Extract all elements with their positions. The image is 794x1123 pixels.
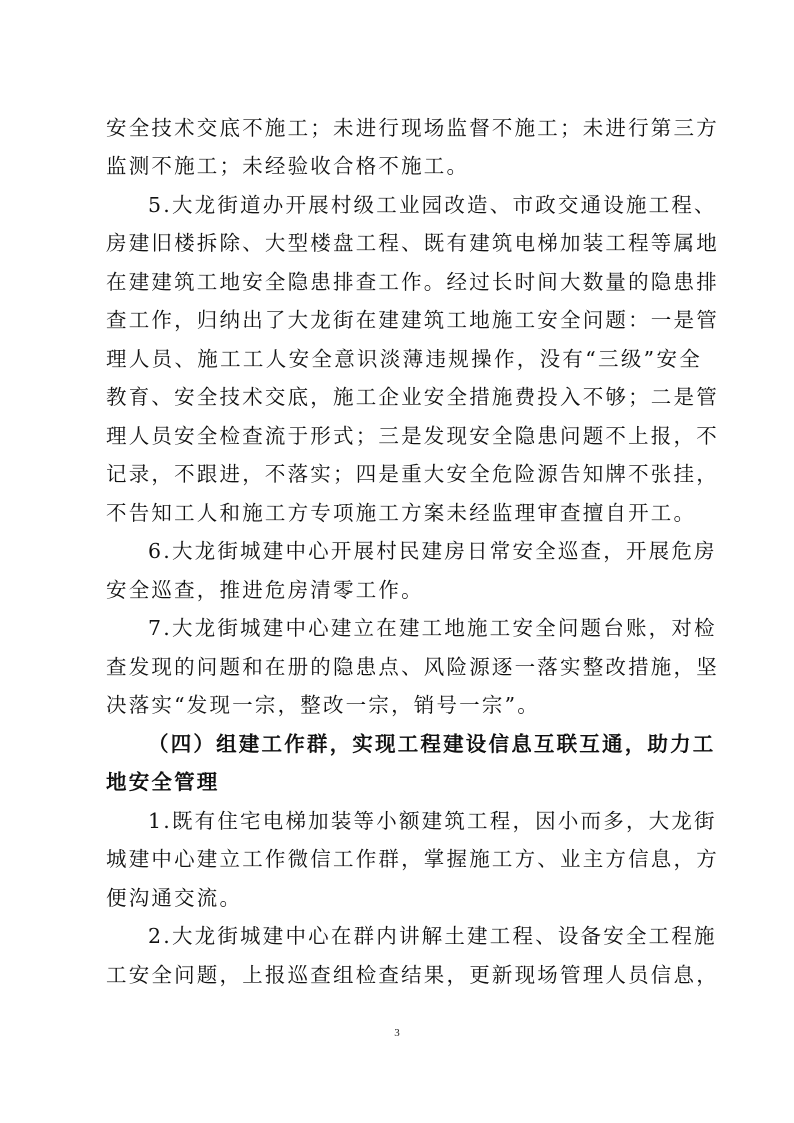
paragraph-line: 监测不施工；未经验收合格不施工。 xyxy=(106,154,470,178)
paragraph-line: 便沟通交流。 xyxy=(106,886,243,910)
paragraph-line: 理人员安全检查流于形式；三是发现安全隐患问题不上报，不 xyxy=(106,424,719,448)
page-number: 3 xyxy=(394,1027,400,1039)
paragraph-line: 在建建筑工地安全隐患排查工作。经过长时间大数量的隐患排 xyxy=(106,270,719,294)
paragraph-line: 记录，不跟进，不落实；四是重大安全危险源告知牌不张挂， xyxy=(106,462,719,486)
paragraph-line: 1.既有住宅电梯加装等小额建筑工程，因小而多，大龙街 xyxy=(148,809,717,833)
paragraph-line: 不告知工人和施工方专项施工方案未经监理审查擅自开工。 xyxy=(106,501,697,525)
paragraph-line: 决落实“发现一宗，整改一宗，销号一宗”。 xyxy=(106,693,540,717)
paragraph-line: 安全技术交底不施工；未进行现场监督不施工；未进行第三方 xyxy=(106,116,719,140)
paragraph-line: 城建中心建立工作微信工作群，掌握施工方、业主方信息，方 xyxy=(106,847,719,871)
paragraph-line: 5.大龙街道办开展村级工业园改造、市政交通设施工程、 xyxy=(148,193,717,217)
paragraph-line: 7.大龙街城建中心建立在建工地施工安全问题台账，对检 xyxy=(148,616,717,640)
paragraph-line: 安全巡查，推进危房清零工作。 xyxy=(106,578,424,602)
paragraph-line: 2.大龙街城建中心在群内讲解土建工程、设备安全工程施 xyxy=(148,924,717,948)
section-heading: 地安全管理 xyxy=(106,770,220,794)
paragraph-line: 6.大龙街城建中心开展村民建房日常安全巡查，开展危房 xyxy=(148,539,717,563)
paragraph-line: 理人员、施工工人安全意识淡薄违规操作，没有“三级”安全 xyxy=(106,347,702,371)
paragraph-line: 工安全问题，上报巡查组检查结果，更新现场管理人员信息， xyxy=(106,963,719,987)
section-heading: （四）组建工作群，实现工程建设信息互联互通，助力工 xyxy=(148,732,716,756)
paragraph-line: 查发现的问题和在册的隐患点、风险源逐一落实整改措施，坚 xyxy=(106,655,719,679)
paragraph-line: 查工作，归纳出了大龙街在建建筑工地施工安全问题：一是管 xyxy=(106,308,719,332)
paragraph-line: 教育、安全技术交底，施工企业安全措施费投入不够；二是管 xyxy=(106,385,719,409)
paragraph-line: 房建旧楼拆除、大型楼盘工程、既有建筑电梯加装工程等属地 xyxy=(106,231,719,255)
